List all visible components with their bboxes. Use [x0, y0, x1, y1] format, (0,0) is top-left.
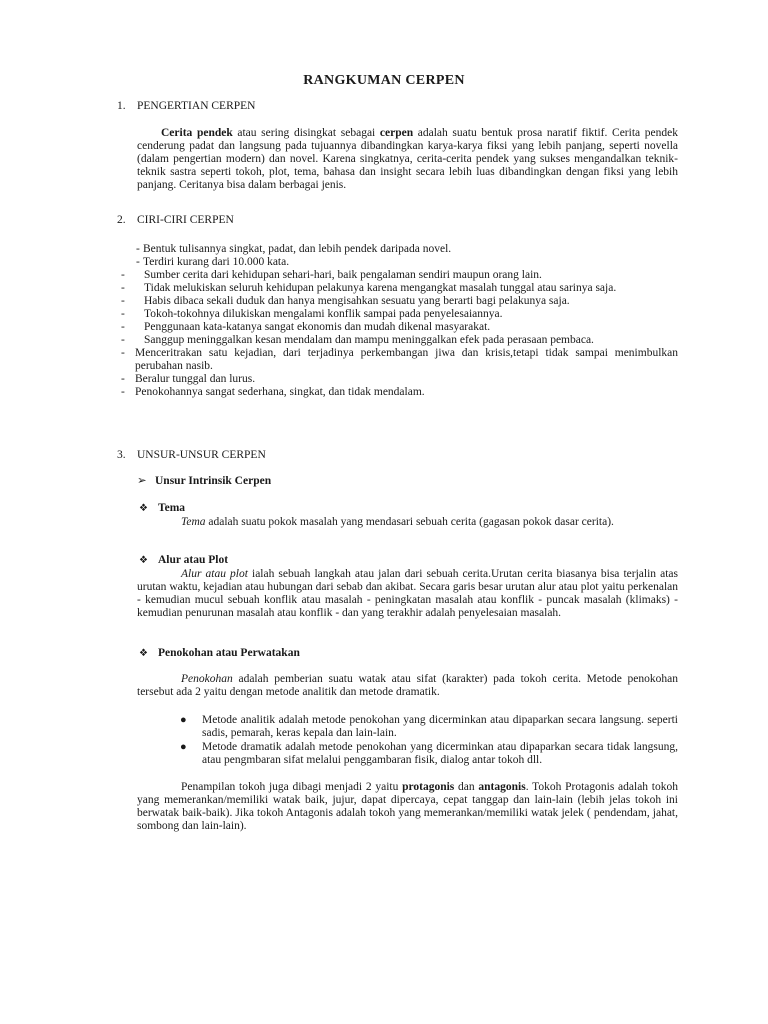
dash-icon: - [121, 308, 125, 320]
list-item: ● Metode analitik adalah metode penokohan yang dicerminkan atau dipaparkan secara langsung. seperti sadis, pemarah, keras kepala dan lain-lain. [180, 714, 678, 739]
dash-icon: - [136, 243, 140, 255]
term-cerita-pendek: Cerita pendek [161, 127, 233, 139]
dash-icon: - [121, 373, 125, 385]
dash-icon: - [121, 334, 125, 346]
list-item: - Menceritrakan satu kejadian, dari terjadinya perkembangan jiwa dan krisis,tetapi tidak sampai menimbulkan perubahan nasib. [121, 347, 678, 372]
term-protagonis: protagonis [402, 781, 455, 793]
list-item: - Penokohannya sangat sederhana, singkat, dan tidak mendalam. [121, 386, 425, 398]
section-1-number: 1. [117, 100, 126, 112]
diamond-bullet-icon: ❖ [139, 555, 148, 566]
list-item: - Penggunaan kata-katanya sangat ekonomis dan mudah dikenal masyarakat. [121, 321, 491, 333]
term-antagonis: antagonis [478, 781, 526, 793]
ciri-list [121, 243, 678, 399]
diamond-bullet-icon: ❖ [139, 648, 148, 659]
list-item: - Terdiri kurang dari 10.000 kata. [136, 256, 290, 268]
section-3-label: UNSUR-UNSUR CERPEN [137, 449, 266, 461]
tema-heading: ❖ Tema [139, 502, 186, 514]
alur-heading: ❖ Alur atau Plot [139, 554, 229, 566]
section-2-number: 2. [117, 214, 126, 226]
dash-icon: - [121, 269, 125, 281]
tema-paragraph: Tema adalah suatu pokok masalah yang mendasari sebuah cerita (gagasan pokok dasar cerita). [181, 516, 614, 528]
list-item: - Tidak melukiskan seluruh kehidupan pelakunya karena mengangkat masalah tunggal atau sarinya saja. [121, 282, 617, 294]
metode-list [180, 714, 678, 768]
penokohan-paragraph: Penokohan adalah pemberian suatu watak atau sifat (karakter) pada tokoh cerita. Metode penokohan tersebut ada 2 yaitu dengan metode analitik dan metode dramatik. [137, 673, 678, 698]
list-item: - Beralur tunggal dan lurus. [121, 373, 256, 385]
dash-icon: - [121, 386, 125, 398]
list-item: - Tokoh-tokohnya dilukiskan mengalami konflik sampai pada penyelesaiannya. [121, 308, 503, 320]
tokoh-paragraph: Penampilan tokoh juga dibagi menjadi 2 yaitu protagonis dan antagonis. Tokoh Protagonis adalah tokoh yang memerankan/memiliki watak baik, jujur, dapat dipercaya, cepat tanggap dan lain-lain (lebih jelas tokoh ini berwatak baik-baik). Jika tokoh Antagonis adalah tokoh yang memerankan/memiliki watak jelek ( pendendam, jahat, sombong dan lain-lain). [137, 781, 678, 832]
dash-icon: - [121, 282, 125, 294]
diamond-bullet-icon: ❖ [139, 503, 148, 514]
dash-icon: - [136, 256, 140, 268]
penokohan-heading: ❖ Penokohan atau Perwatakan [139, 647, 300, 659]
alur-paragraph: Alur atau plot ialah sebuah langkah atau jalan dari sebuah cerita.Urutan cerita biasanya bisa terjalin atas urutan waktu, kejadian atau hubungan dari sebab dan akibat. Secara garis besar urutan alur atau plot yaitu perkenalan - kemudian mucul sebuah konflik atau masalah - peningkatan masalah atau konflik - puncak masalah (klimaks) - kemudian penurunan masalah atau konflik - dan yang terakhir adalah penyelesaian masalah. [137, 568, 678, 619]
section-1-paragraph: Cerita pendek atau sering disingkat sebagai cerpen adalah suatu bentuk prosa naratif fiktif. Cerita pendek cenderung padat dan langsung pada tujuannya dibandingkan karya-karya fiksi yang lebih panjang, seperti novella (dalam pengertian modern) dan novel. Karena singkatnya, cerita-cerita pendek yang sukses mengandalkan teknik-teknik sastra seperti tokoh, plot, tema, bahasa dan insight secara lebih luas dibandingkan dengan fiksi yang lebih panjang. Ceritanya bisa dalam berbagai jenis. [137, 127, 678, 191]
section-3-number: 3. [117, 449, 126, 461]
bullet-icon: ● [180, 714, 187, 726]
list-item: ● Metode dramatik adalah metode penokohan yang dicerminkan atau dipaparkan secara tidak langsung, atau pengmbaran sifat melalui penggambaran fisik, dialog antar tokoh dll. [180, 741, 678, 766]
dash-icon: - [121, 295, 125, 307]
list-item: - Sumber cerita dari kehidupan sehari-hari, baik pengalaman sendiri maupun orang lain. [121, 269, 542, 281]
arrow-bullet-icon: ➢ [137, 475, 147, 487]
dash-icon: - [121, 347, 125, 359]
list-item: - Bentuk tulisannya singkat, padat, dan lebih pendek daripada novel. [136, 243, 452, 255]
dash-icon: - [121, 321, 125, 333]
section-2-label: CIRI-CIRI CERPEN [137, 214, 234, 226]
document-title: RANGKUMAN CERPEN [303, 73, 465, 88]
intrinsik-heading: ➢ Unsur Intrinsik Cerpen [137, 475, 272, 487]
section-1-label: PENGERTIAN CERPEN [137, 100, 256, 112]
list-item: - Sanggup meninggalkan kesan mendalam dan mampu meninggalkan efek pada perasaan pembaca. [121, 334, 594, 346]
bullet-icon: ● [180, 741, 187, 753]
list-item: - Habis dibaca sekali duduk dan hanya mengisahkan sesuatu yang berarti bagi pelakunya saja. [121, 295, 570, 307]
term-cerpen: cerpen [379, 127, 414, 139]
